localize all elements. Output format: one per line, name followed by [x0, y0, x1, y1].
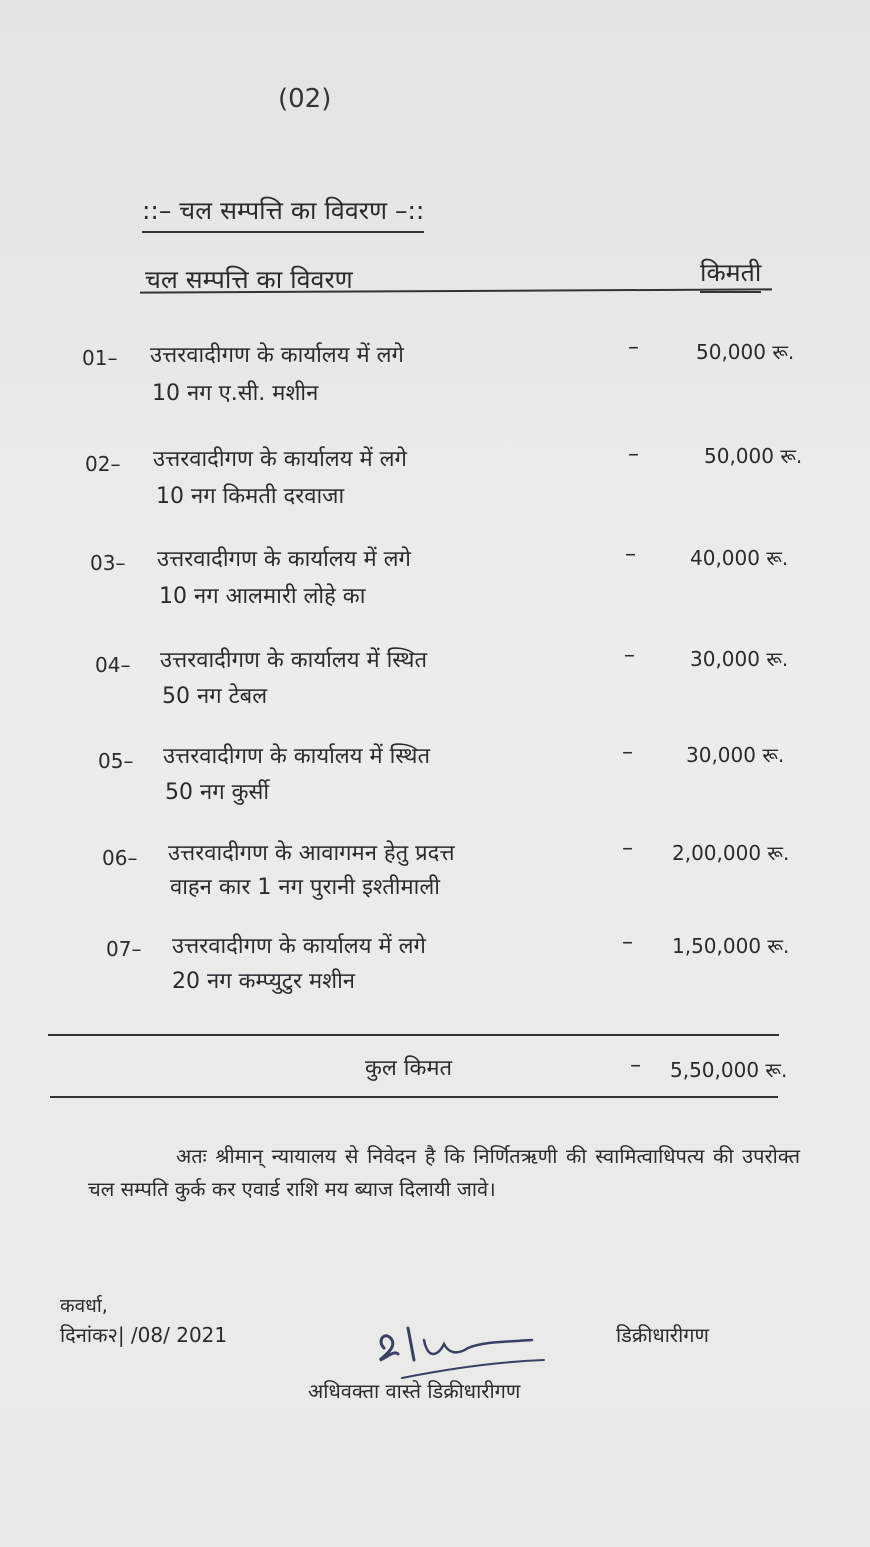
item-description-line1: उत्तरवादीगण के कार्यालय में स्थित — [163, 744, 431, 769]
total-bottom-rule — [50, 1096, 778, 1098]
item-dash: – — [628, 335, 639, 360]
request-paragraph-text: अतः श्रीमान् न्यायालय से निवेदन है कि निर्णितऋणी की स्वामित्वाधिपत्य की उपरोक्त चल सम्पति कुर्क कर एवार्ड राशि मय ब्याज दिलायी जावे। — [88, 1144, 800, 1201]
item-description-line2: 50 नग टेबल — [162, 684, 268, 709]
item-number: 06– — [102, 846, 138, 870]
advocate-label: अधिवक्ता वास्ते डिक्रीधारीगण — [308, 1379, 521, 1403]
item-dash: – — [624, 643, 635, 668]
total-top-rule — [48, 1034, 779, 1036]
item-number: 01– — [82, 346, 118, 370]
item-description-line2: 10 नग आलमारी लोहे का — [159, 584, 366, 609]
item-number: 02– — [85, 452, 121, 476]
item-number: 07– — [106, 937, 142, 961]
item-amount: 50,000 रू. — [696, 340, 795, 364]
total-dash: – — [630, 1053, 641, 1078]
total-amount: 5,50,000 रू. — [670, 1058, 788, 1082]
description-column-header: चल सम्पत्ति का विवरण — [145, 265, 353, 294]
item-amount: 40,000 रू. — [690, 546, 789, 570]
item-description-line1: उत्तरवादीगण के आवागमन हेतु प्रदत्त — [168, 841, 455, 866]
item-description-line1: उत्तरवादीगण के कार्यालय में लगे — [153, 447, 407, 472]
item-amount: 50,000 रू. — [704, 444, 803, 468]
request-paragraph — [88, 1140, 800, 1206]
item-dash: – — [622, 930, 633, 955]
item-amount: 1,50,000 रू. — [672, 934, 790, 958]
item-description-line2: 10 नग किमती दरवाजा — [156, 484, 345, 509]
total-label: कुल किमत — [365, 1056, 453, 1081]
item-amount: 2,00,000 रू. — [672, 841, 790, 865]
item-number: 04– — [95, 653, 131, 677]
price-column-header: किमती — [700, 255, 761, 293]
item-description-line2: वाहन कार 1 नग पुरानी इश्तीमाली — [170, 875, 440, 900]
date: दिनांक२| /08/ 2021 — [60, 1323, 228, 1347]
item-description-line1: उत्तरवादीगण के कार्यालय में लगे — [172, 934, 426, 959]
item-dash: – — [628, 442, 639, 467]
item-description-line2: 20 नग कम्प्युटुर मशीन — [172, 969, 355, 994]
item-amount: 30,000 रू. — [690, 647, 789, 671]
item-number: 03– — [90, 551, 126, 575]
item-dash: – — [622, 740, 633, 765]
item-description-line1: उत्तरवादीगण के कार्यालय में स्थित — [160, 648, 428, 673]
decree-holders-label: डिक्रीधारीगण — [616, 1323, 709, 1347]
item-dash: – — [622, 836, 633, 861]
item-dash: – — [625, 542, 636, 567]
section-heading: ::– चल सम्पत्ति का विवरण –:: — [142, 193, 424, 233]
item-description-line1: उत्तरवादीगण के कार्यालय में लगे — [157, 547, 411, 572]
item-amount: 30,000 रू. — [686, 743, 785, 767]
item-number: 05– — [98, 749, 134, 773]
item-description-line2: 10 नग ए.सी. मशीन — [152, 381, 319, 406]
place: कवर्धा, — [60, 1295, 108, 1317]
page-number: (02) — [278, 84, 332, 114]
item-description-line2: 50 नग कुर्सी — [165, 780, 270, 805]
item-description-line1: उत्तरवादीगण के कार्यालय में लगे — [150, 343, 404, 368]
